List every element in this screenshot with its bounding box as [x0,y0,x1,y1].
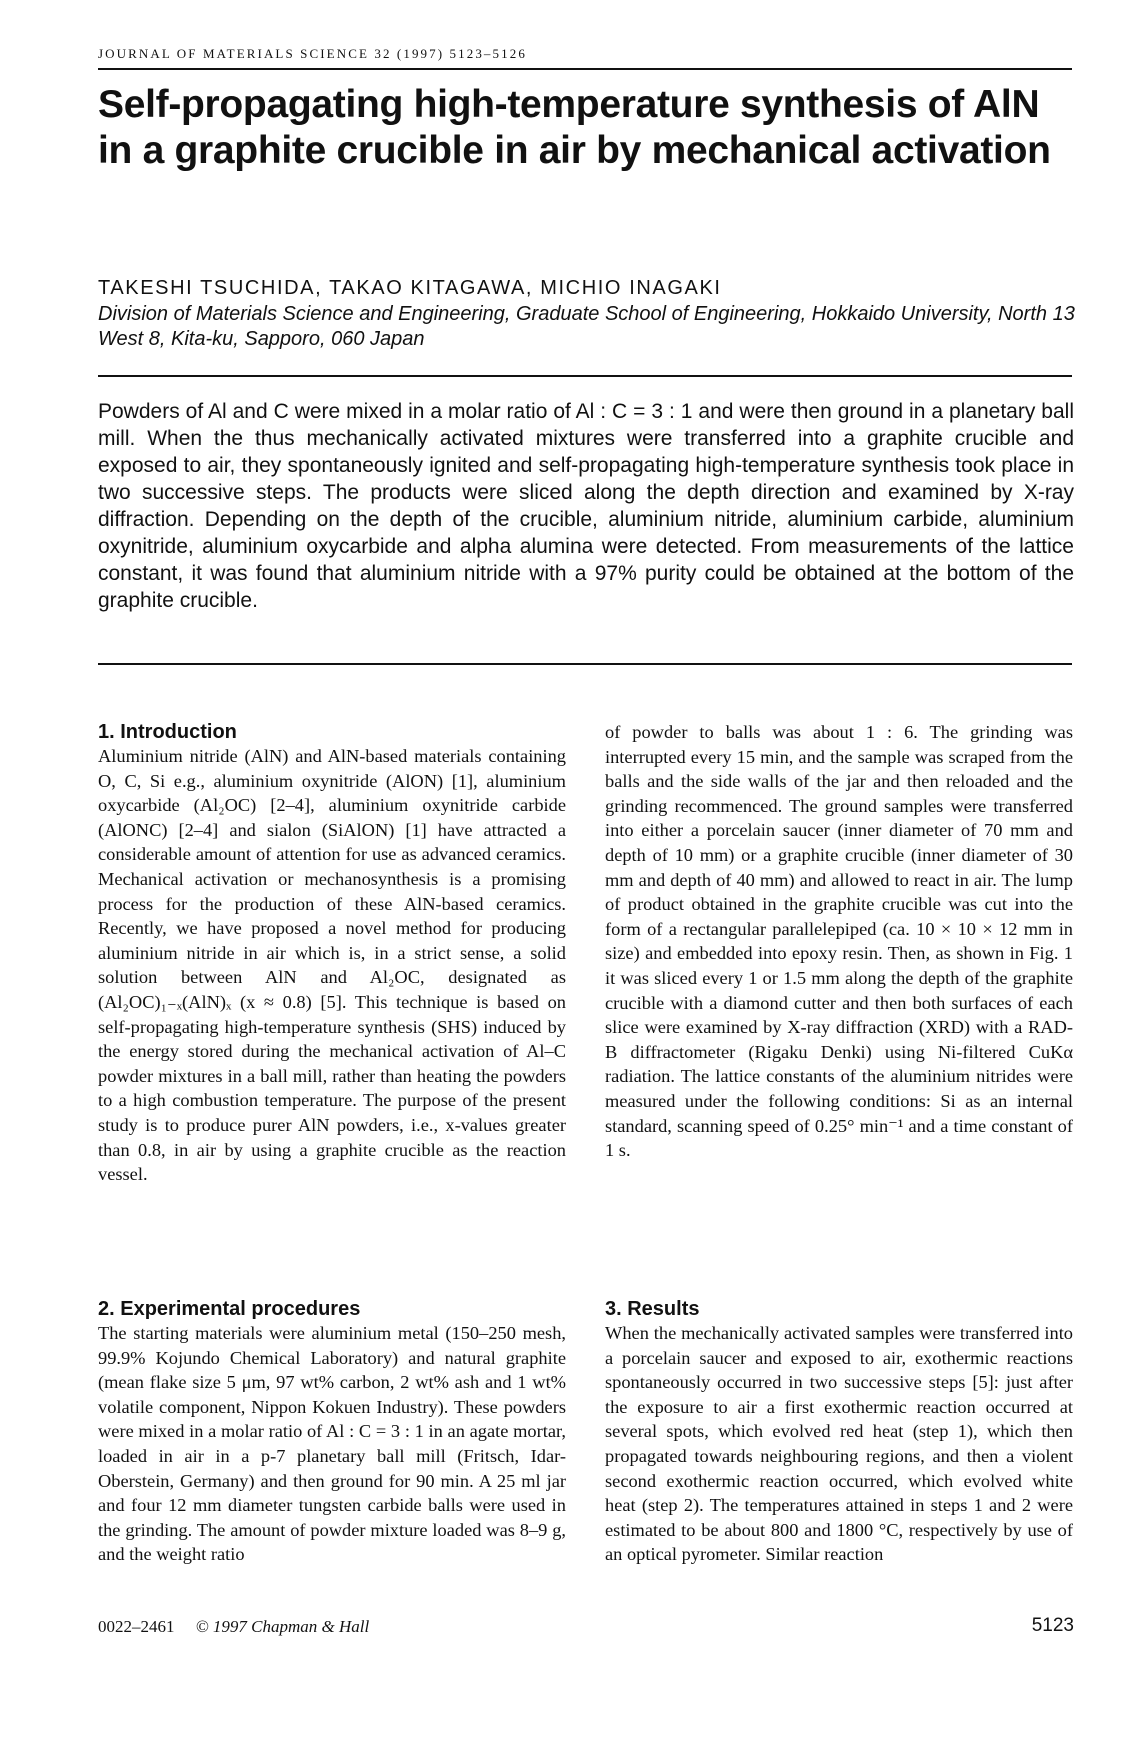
results-section [605,1297,1073,1567]
results-paragraph: When the mechanically activated samples were transferred into a porcelain saucer and exposed to air, exothermic reactions spontaneously occurred in two successive steps [5]: just after the exposure to air a first exothermic reaction occurred at several spots, which evolved red heat (step 1), which then propagated towards neighbouring regions, and then a violent second exothermic reaction occurred, which evolved white heat (step 2). The temperatures attained in steps 1 and 2 were estimated to be about 800 and 1800 °C, respectively by use of an optical pyrometer. Similar reaction [605,1323,1073,1565]
introduction-heading: 1. Introduction [98,721,237,743]
introduction-paragraph: Aluminium nitride (AlN) and AlN-based materials containing O, C, Si e.g., aluminium oxynitride (AlON) [1], aluminium oxycarbide (Al₂OC) [2–4], aluminium oxynitride carbide (AlONC) [2–4] and sialon (SiAlON) [1] have attracted a considerable amount of attention for use as advanced ceramics. Mechanical activation or mechanosynthesis is a promising process for the production of these AlN-based ceramics. Recently, we have proposed a novel method for producing aluminium nitride in air which is, in a strict sense, a solid solution between AlN and Al₂OC, designated as (Al₂OC)₁₋ₓ(AlN)ₓ (x ≈ 0.8) [5]. This technique is based on self-propagating high-temperature synthesis (SHS) induced by the energy stored during the mechanical activation of Al–C powder mixtures in a ball mill, rather than heating the powders to a high combustion temperature. The purpose of the present study is to produce purer AlN powders, i.e., x-values greater than 0.8, in air by using a graphite crucible as the reaction vessel. [98,746,566,1185]
results-heading: 3. Results [605,1298,700,1320]
procedures-continued-section [605,720,1073,1163]
author-affiliation: Division of Materials Science and Engineering, Graduate School of Engineering, Hokkaido University, North 13 West 8, Kita-ku, Sapporo, 060 Japan [98,303,1075,350]
copyright: © 1997 Chapman & Hall [195,1617,370,1636]
abstract: Powders of Al and C were mixed in a molar ratio of Al : C = 3 : 1 and were then ground in a planetary ball mill. When the thus mechanically activated mixtures were transferred into a graphite crucible and exposed to air, they spontaneously ignited and self-propagating high-temperature synthesis took place in two successive steps. The products were sliced along the depth direction and examined by X-ray diffraction. Depending on the depth of the crucible, aluminium nitride, aluminium carbide, aluminium oxynitride, aluminium oxycarbide and alpha alumina were detected. From measurements of the lattice constant, it was found that aluminium nitride with a 97% purity could be obtained at the bottom of the graphite crucible. [98,400,1074,612]
article-title: Self-propagating high-temperature synthesis of AlN in a graphite crucible in air by mechanical activation [98,83,1051,172]
introduction-section [98,720,566,1187]
abstract-top-rule [98,375,1072,377]
page-number: 5123 [1031,1615,1074,1636]
author-list: TAKESHI TSUCHIDA, TAKAO KITAGAWA, MICHIO INAGAKI [98,277,722,299]
header-rule [98,68,1072,70]
procedures-continued-paragraph: of powder to balls was about 1 : 6. The grinding was interrupted every 15 min, and the sample was scraped from the balls and the side walls of the jar and then reloaded and the grinding recommenced. The ground samples were transferred into either a porcelain saucer (inner diameter of 70 mm and depth of 10 mm) or a graphite crucible (inner diameter of 30 mm and depth of 40 mm) and allowed to react in air. The lump of product obtained in the graphite crucible was cut into the form of a rectangular parallelepiped (ca. 10 × 10 × 12 mm in size) and embedded into epoxy resin. Then, as shown in Fig. 1 it was sliced every 1 or 1.5 mm along the depth of the graphite crucible with a diamond cutter and then both surfaces of each slice were examined by X-ray diffraction (XRD) with a RAD-B diffractometer (Rigaku Denki) using Ni-filtered CuKα radiation. The lattice constants of the aluminium nitrides were measured under the following conditions: Si as an internal standard, scanning speed of 0.25° min⁻¹ and a time constant of 1 s. [605,722,1073,1161]
issn: 0022–2461 [98,1617,175,1636]
footer-citation [98,1617,369,1637]
journal-header: JOURNAL OF MATERIALS SCIENCE 32 (1997) 5123–5126 [98,46,527,61]
experimental-paragraph: The starting materials were aluminium metal (150–250 mesh, 99.9% Kojundo Chemical Laboratory) and natural graphite (mean flake size 5 μm, 97 wt% carbon, 2 wt% ash and 1 wt% volatile component, Nippon Kokuen Industry). These powders were mixed in a molar ratio of Al : C = 3 : 1 in an agate mortar, loaded in air in a p-7 planetary ball mill (Fritsch, Idar-Oberstein, Germany) and then ground for 90 min. A 25 ml jar and four 12 mm diameter tungsten carbide balls were used in the grinding. The amount of powder mixture loaded was 8–9 g, and the weight ratio [98,1323,566,1565]
experimental-section [98,1297,566,1567]
abstract-bottom-rule [98,663,1072,665]
experimental-heading: 2. Experimental procedures [98,1298,361,1320]
